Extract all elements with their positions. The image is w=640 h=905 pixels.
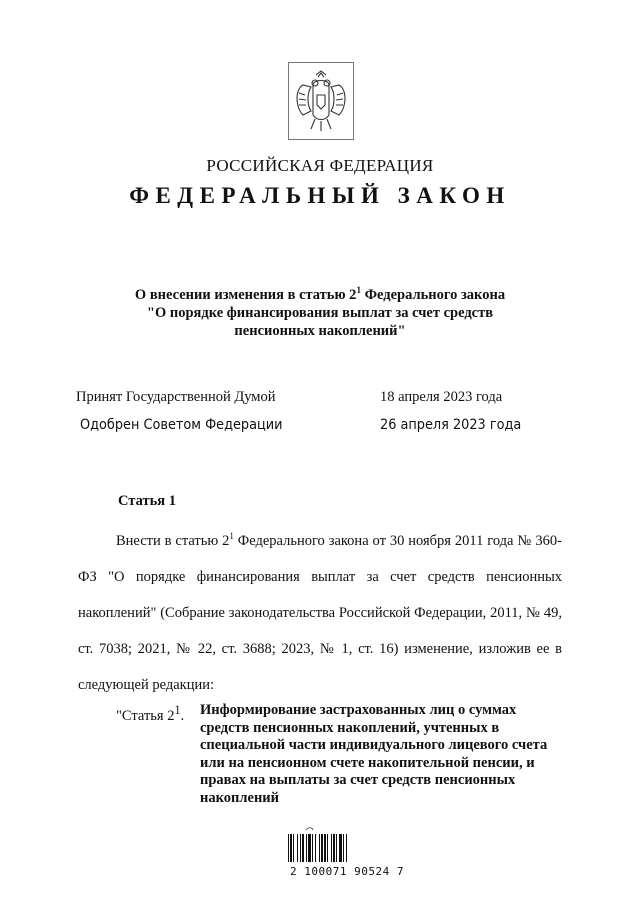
new-article-prefix (116, 703, 184, 725)
council-approval-date: 26 апреля 2023 года (380, 417, 522, 433)
coat-of-arms-emblem (288, 62, 354, 140)
paragraph-text: Внести в статью 2 (116, 533, 230, 549)
prefix-dot: . (180, 707, 185, 724)
council-approval-label: Одобрен Советом Федерации (80, 417, 283, 433)
duma-adoption-date: 18 апреля 2023 года (380, 389, 503, 405)
law-title (80, 286, 560, 340)
prefix-text: "Статья 2 (116, 707, 175, 724)
prefix-superscript: 1 (174, 703, 181, 717)
title-text: О внесении изменения в статью 2 (134, 287, 357, 303)
title-text: Федерального закона (360, 287, 506, 303)
new-article-heading: Информирование застрахованных лиц о суммах средств пенсионных накоплений, учтенных в специальной части индивидуального лицевого счета или на пенсионном счете накопительной пенсии, и правах на выплаты за счет средств пенсионных накоплений (200, 702, 548, 806)
article-number: Статья 1 (118, 493, 176, 509)
paragraph-superscript: 1 (229, 531, 234, 542)
title-line-2: "О порядке финансирования выплат за счет средств (146, 305, 494, 321)
paragraph-text: Федерального закона от 30 ноября 2011 года № 360-ФЗ "О порядке финансирования выплат за счет средств пенсионных накоплений" (Собрание законодательства Российской Федерации, 2011, № 49, ст. 7038; 2021, № 22, ст. 3688; 2023, № 1, ст. 16) изменение, изложив ее в следующей редакции: (78, 533, 562, 693)
title-line-1 (80, 286, 560, 304)
title-superscript: 1 (356, 285, 361, 296)
title-line-3: пенсионных накоплений" (234, 323, 406, 339)
country-name: РОССИЙСКАЯ ФЕДЕРАЦИЯ (206, 156, 434, 175)
document-type: ФЕДЕРАЛЬНЫЙ ЗАКОН (129, 183, 511, 208)
article-paragraph (78, 523, 562, 703)
coat-of-arms-icon (289, 63, 353, 139)
barcode-icon (286, 826, 382, 864)
duma-adoption-label: Принят Государственной Думой (76, 389, 276, 405)
barcode (286, 826, 382, 864)
barcode-number: 2 100071 90524 7 (290, 865, 404, 878)
